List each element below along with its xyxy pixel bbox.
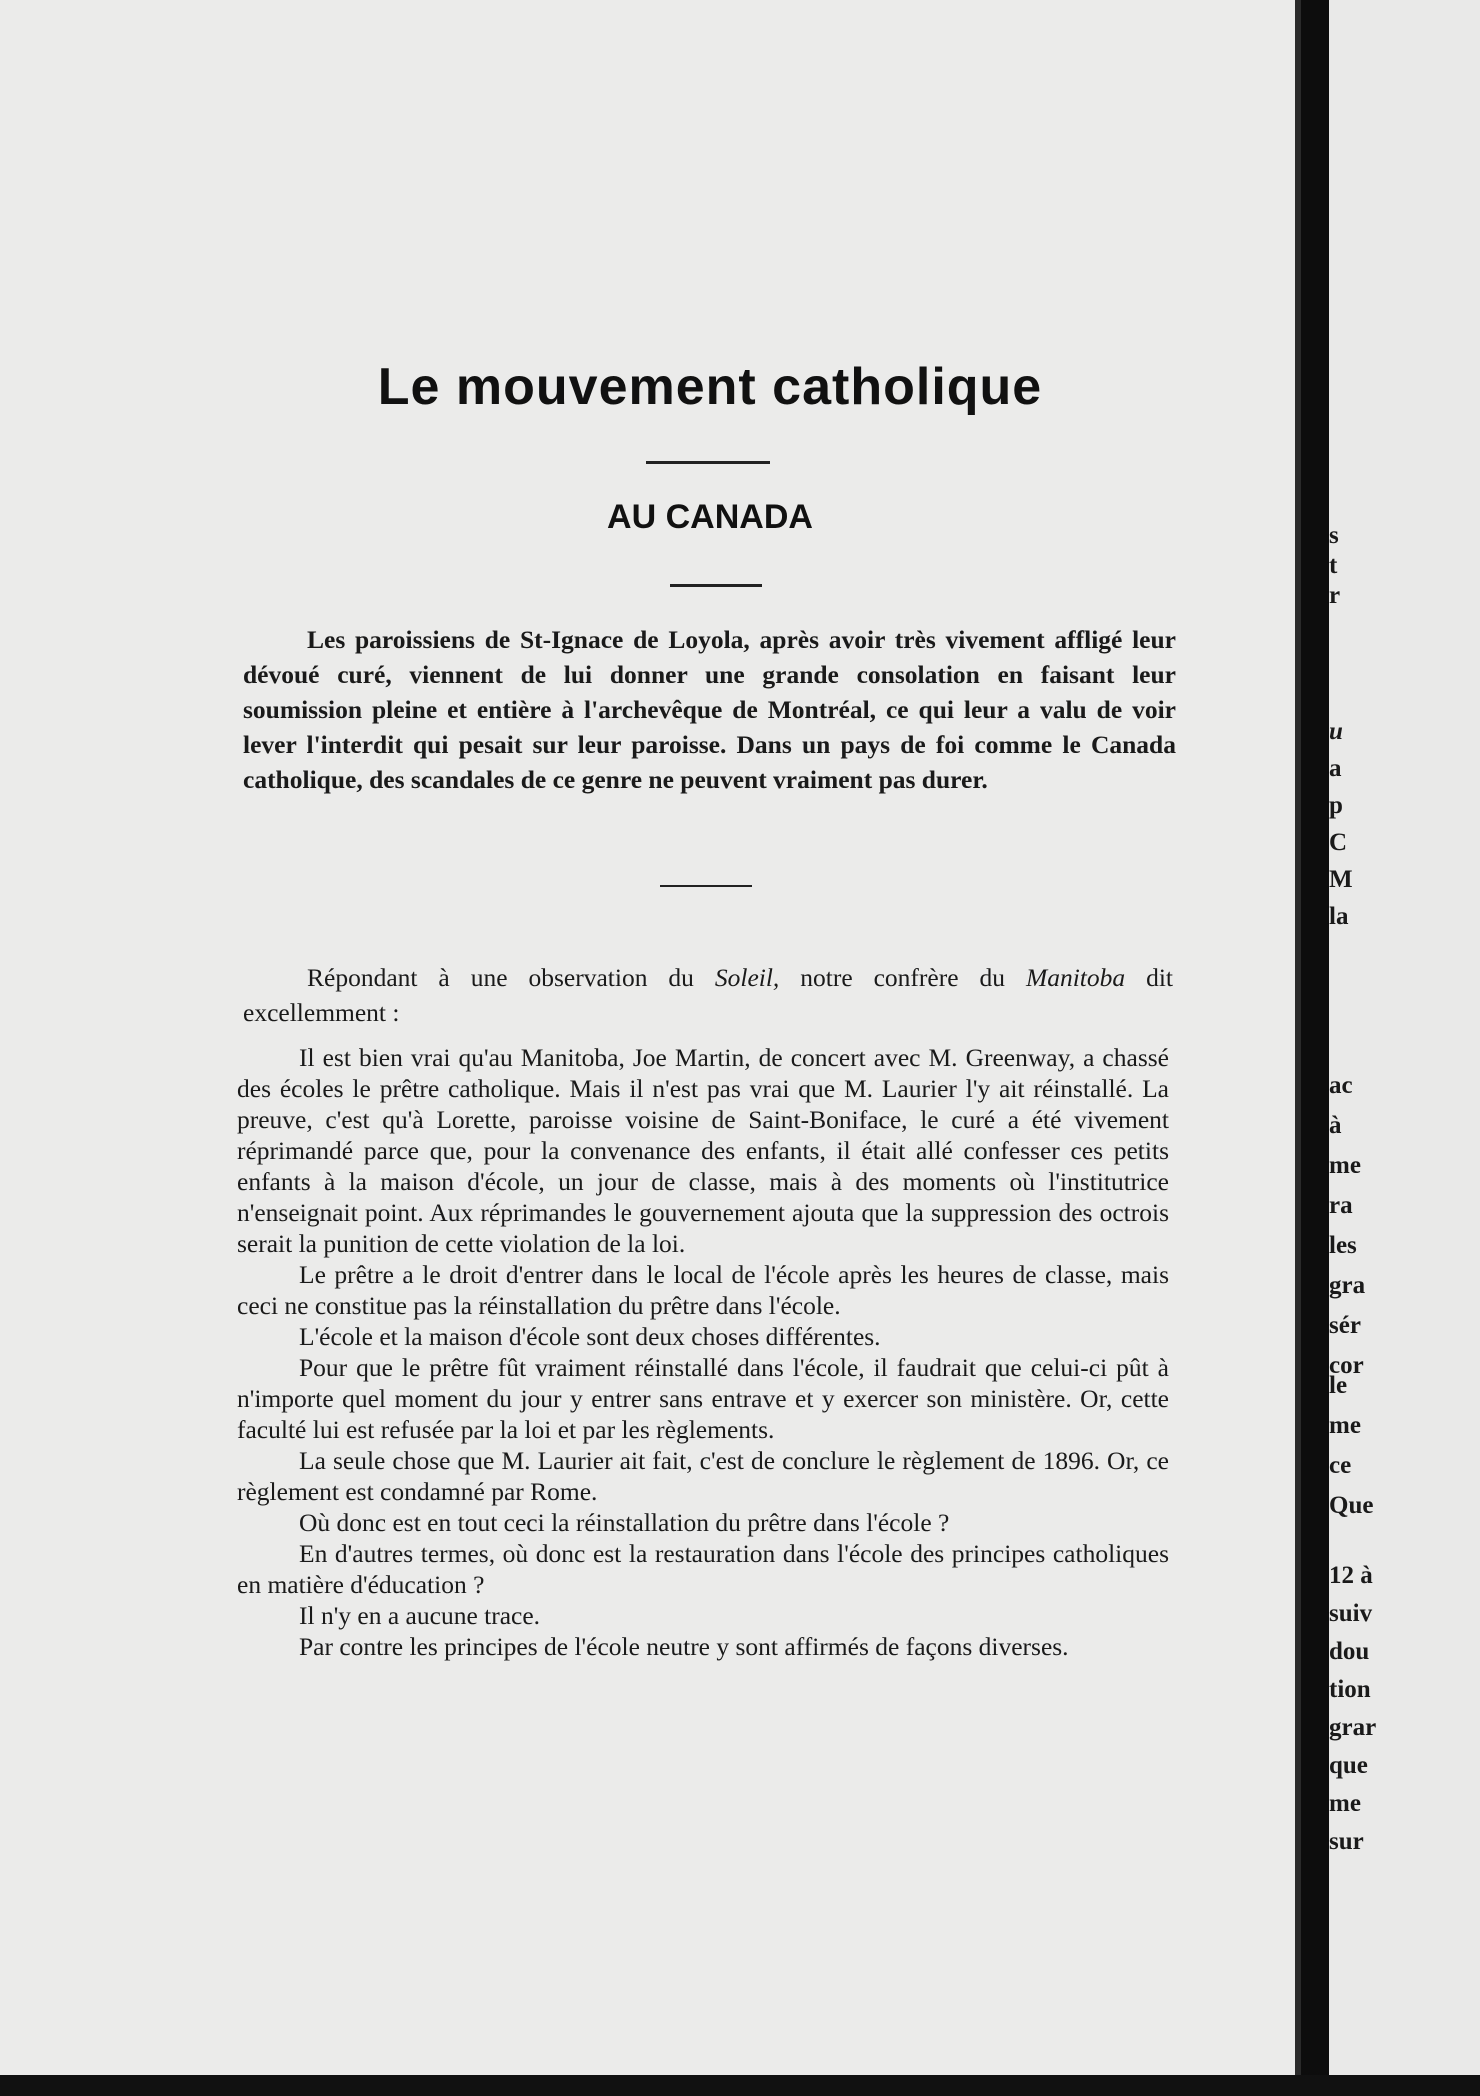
adjacent-page-text — [1329, 0, 1480, 2075]
section-divider — [660, 885, 752, 887]
section-subtitle: AU CANADA — [607, 498, 813, 536]
paragraph-intro-quote — [243, 960, 1173, 1030]
fragment: la — [1329, 903, 1349, 930]
quote-paragraph: L'école et la maison d'école sont deux choses différentes. — [299, 1322, 881, 1351]
intro-manitoba: Manitoba — [1025, 963, 1126, 992]
scan-bottom-edge — [0, 2075, 1480, 2096]
quote-paragraph: En d'autres termes, où donc est la restauration dans l'école des principes catholiques en matière d'éducation ? — [237, 1539, 1169, 1599]
intro-text-2: notre confrère du — [779, 963, 1026, 992]
intro-text-3: dit excellemment : — [243, 963, 1173, 1027]
quote-paragraph: Pour que le prêtre fût vraiment réinstallé dans l'école, il faudrait que celui-ci pût à n'importe quel moment du jour y entrer sans entrave et y exercer son ministère. Or, cette faculté lui est refusée par la loi et par les règlements. — [237, 1353, 1169, 1444]
quote-paragraph: Le prêtre a le droit d'entrer dans le local de l'école après les heures de classe, mais ceci ne constitue pas la réinstallation du prêtre dans l'école. — [237, 1260, 1169, 1320]
fragment: sur — [1329, 1828, 1364, 1855]
fragment: me — [1329, 1152, 1361, 1179]
fragment: t — [1329, 552, 1338, 579]
title-divider — [646, 461, 770, 464]
adjacent-page — [1329, 0, 1480, 2075]
fragment: s — [1329, 522, 1339, 549]
page-gutter — [1301, 0, 1329, 2075]
fragment: M — [1329, 866, 1353, 893]
fragment: ce — [1329, 1452, 1352, 1479]
fragment: me — [1329, 1412, 1361, 1439]
fragment: ac — [1329, 1072, 1353, 1099]
intro-soleil: Soleil, — [714, 963, 780, 992]
fragment: grar — [1329, 1714, 1377, 1741]
fragment: les — [1329, 1232, 1357, 1259]
fragment: dou — [1329, 1638, 1370, 1665]
fragment: gra — [1329, 1272, 1366, 1299]
fragment: le — [1329, 1372, 1348, 1399]
quote-paragraph: Où donc est en tout ceci la réinstallation du prêtre dans l'école ? — [299, 1508, 950, 1537]
fragment: que — [1329, 1752, 1368, 1779]
fragment: me — [1329, 1790, 1361, 1817]
fragment: u — [1329, 718, 1343, 745]
fragment: cor — [1329, 1352, 1364, 1379]
quote-paragraph: Il n'y en a aucune trace. — [299, 1601, 541, 1630]
paragraph-loyola: Les paroissiens de St-Ignace de Loyola, après avoir très vivement affligé leur dévoué curé, viennent de lui donner une grande consolation en faisant leur soumission pleine et entière à l'archevêque de Montréal, ce qui leur a valu de voir lever l'interdit qui pesait sur leur paroisse. Dans un pays de foi comme le Canada catholique, des scandales de ce genre ne peuvent vraiment pas durer. — [243, 625, 1176, 794]
fragment: sér — [1329, 1312, 1361, 1339]
fragment: tion — [1329, 1676, 1371, 1703]
subtitle-divider — [670, 584, 762, 587]
fragment: suiv — [1329, 1600, 1373, 1627]
fragment: C — [1329, 829, 1348, 856]
quote-paragraph: Il est bien vrai qu'au Manitoba, Joe Martin, de concert avec M. Greenway, a chassé des écoles le prêtre catholique. Mais il n'est pas vrai que M. Laurier l'y ait réinstallé. La preuve, c'est qu'à Lorette, paroisse voisine de Saint-Boniface, le curé a été vivement réprimandé parce que, pour la convenance des enfants, il était allé confesser ces petits enfants à la maison d'école, un jour de classe, mais à des moments où l'institutrice n'enseignait point. Aux réprimandes le gouvernement ajouta que la suppression des octrois serait la punition de cette violation de la loi. — [237, 1043, 1169, 1258]
fragment: 12 à — [1329, 1562, 1373, 1589]
page-title: Le mouvement catholique — [377, 358, 1043, 416]
intro-text-1: Répondant à une observation du — [307, 963, 715, 992]
quoted-passage — [237, 1042, 1169, 1662]
fragment: a — [1329, 755, 1342, 782]
fragment: ra — [1329, 1192, 1353, 1219]
quote-paragraph: La seule chose que M. Laurier ait fait, c'est de conclure le règlement de 1896. Or, ce règlement est condamné par Rome. — [237, 1446, 1169, 1506]
fragment: p — [1329, 792, 1343, 819]
fragment: Que — [1329, 1492, 1374, 1519]
quote-paragraph: Par contre les principes de l'école neutre y sont affirmés de façons diverses. — [299, 1632, 1069, 1661]
fragment: à — [1329, 1112, 1342, 1139]
fragment: r — [1329, 582, 1341, 609]
